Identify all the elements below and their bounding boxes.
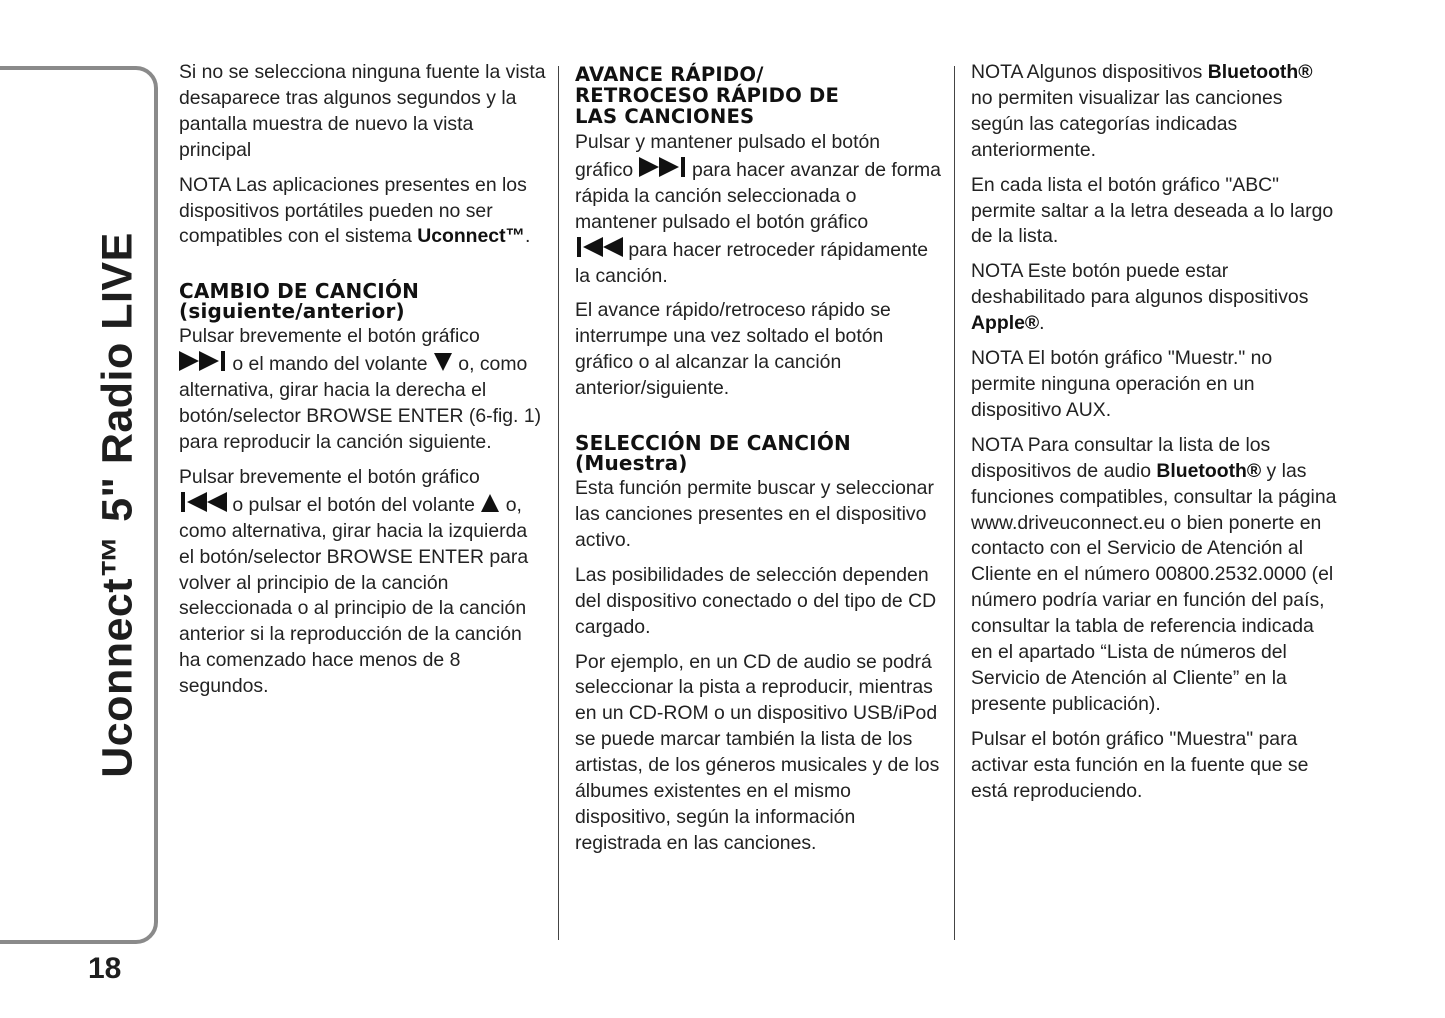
- page-number: 18: [88, 952, 122, 985]
- section-heading: SELECCIÓN DE CANCIÓN (Muestra): [575, 431, 851, 476]
- paragraph: Las posibilidades de selección dependen del dispositivo conectado o del tipo de CD cargado.: [575, 563, 937, 638]
- note-paragraph: NOTA Este botón puede estar deshabilitado para algunos dispositivos Apple®.: [971, 260, 1309, 335]
- brand-name: Bluetooth®: [1207, 61, 1313, 83]
- note-paragraph: NOTA Las aplicaciones presentes en los dispositivos portátiles pueden no ser compatibles con el sistema Uconnect™.: [179, 173, 531, 248]
- column-3: [971, 60, 1339, 813]
- section-title: Uconnect™ 5" Radio LIVE: [93, 232, 142, 778]
- section-heading: CAMBIO DE CANCIÓN (siguiente/anterior): [179, 279, 420, 324]
- paragraph: Pulsar y mantener pulsado el botón gráfico para hacer avanzar de forma rápida la canción seleccionada o mantener pulsado el botón gráfico para hacer retroceder rápidamente la canción.: [575, 131, 941, 287]
- note-paragraph: NOTA Para consultar la lista de los dispositivos de audio Bluetooth® y las funciones compatibles, consultar la página www.driveuconnect.eu o bien ponerte en contacto con el Servicio de Atención al Cliente en el número 00800.2532.0000 (el número podría variar en función del país, consultar la tabla de referencia indicada en el apartado “Lista de números del Servicio de Atención al Cliente” en la presente publicación).: [971, 433, 1337, 715]
- brand-name: Uconnect™: [417, 225, 525, 248]
- skip-previous-icon: [179, 491, 227, 513]
- skip-previous-icon: [575, 236, 623, 258]
- paragraph: Pulsar brevemente el botón gráfico o el mando del volante o, como alternativa, girar hacia la derecha el botón/selector BROWSE ENTER (6-fig. 1) para reproducir la canción siguiente.: [179, 325, 542, 453]
- paragraph: Por ejemplo, en un CD de audio se podrá seleccionar la pista a reproducir, mientras en un CD-ROM o un dispositivo USB/iPod se puede marcar también la lista de los artistas, de los géneros musicales y de los álbumes existentes en el mismo dispositivo, según la información registrada en las canciones.: [575, 650, 940, 854]
- paragraph: Esta función permite buscar y seleccionar las canciones presentes en el dispositivo activo.: [575, 477, 934, 551]
- column-divider: [558, 66, 559, 940]
- note-paragraph: NOTA El botón gráfico "Muestr." no permite ninguna operación en un dispositivo AUX.: [971, 347, 1273, 421]
- column-2: [575, 60, 943, 866]
- paragraph: Pulsar brevemente el botón gráfico o pulsar el botón del volante o, como alternativa, girar hacia la izquierda el botón/selector BROWSE ENTER para volver al principio de la canción seleccionada o al principio de la canción anterior si la reproducción de la canción ha comenzado hace menos de 8 segundos.: [179, 465, 529, 698]
- column-divider: [954, 66, 955, 940]
- paragraph: El avance rápido/retroceso rápido se interrumpe una vez soltado el botón gráfico o al alcanzar la canción anterior/siguiente.: [575, 299, 891, 400]
- skip-next-icon: [179, 350, 227, 372]
- skip-next-icon: [639, 156, 687, 178]
- brand-name: Bluetooth®: [1156, 459, 1262, 482]
- triangle-up-icon: [480, 493, 500, 513]
- column-1: [179, 60, 547, 709]
- section-heading: AVANCE RÁPIDO/ RETROCESO RÁPIDO DE LAS CANCIONES: [575, 63, 840, 128]
- paragraph: Pulsar el botón gráfico "Muestra" para activar esta función en la fuente que se está reproduciendo.: [971, 727, 1309, 802]
- note-paragraph: NOTA Algunos dispositivos Bluetooth® no permiten visualizar las canciones según las categorías indicadas anteriormente.: [971, 61, 1313, 161]
- brand-name: Apple®: [971, 312, 1040, 335]
- triangle-down-icon: [433, 352, 453, 372]
- paragraph: En cada lista el botón gráfico "ABC" permite saltar a la letra deseada a lo largo de la lista.: [971, 173, 1334, 248]
- paragraph: Si no se selecciona ninguna fuente la vista desaparece tras algunos segundos y la pantalla muestra de nuevo la vista principal: [179, 61, 546, 161]
